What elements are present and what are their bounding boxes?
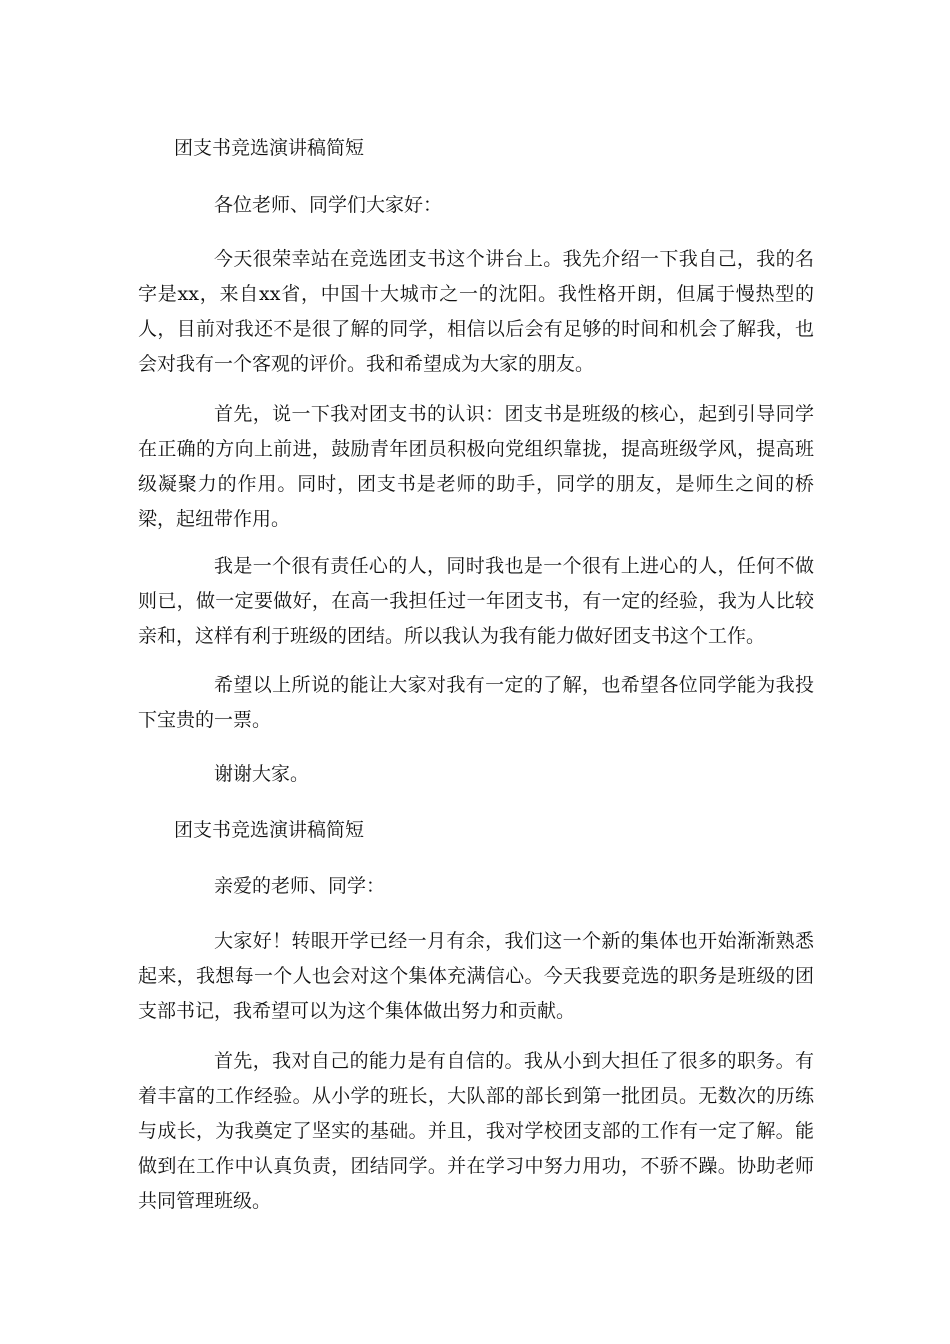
section2-greeting: 亲爱的老师、同学： [214, 875, 386, 897]
section1-greeting: 各位老师、同学们大家好： [214, 194, 443, 216]
section2-title: 团支书竞选演讲稿简短 [174, 819, 365, 841]
section1-paragraph-1: 今天很荣幸站在竞选团支书这个讲台上。我先介绍一下我自己，我的名字是xx，来自xx省，中国十大城市之一的沈阳。我性格开朗，但属于慢热型的人，目前对我还不是很了解的同学，相信以后会有足够的时间和机会了解我，也会对我有一个客观的评价。我和希望成为大家的朋友。 [138, 248, 814, 375]
section1-paragraph-3: 我是一个很有责任心的人，同时我也是一个很有上进心的人，任何不做则已，做一定要做好，在高一我担任过一年团支书，有一定的经验，我为人比较亲和，这样有利于班级的团结。所以我认为我有能力做好团支书这个工作。 [138, 555, 814, 647]
section2-paragraph-1: 大家好！转眼开学已经一月有余，我们这一个新的集体也开始渐渐熟悉起来，我想每一个人也会对这个集体充满信心。今天我要竞选的职务是班级的团支部书记，我希望可以为这个集体做出努力和贡献。 [138, 930, 814, 1022]
section1-closing: 谢谢大家。 [214, 763, 310, 785]
section1-paragraph-4: 希望以上所说的能让大家对我有一定的了解，也希望各位同学能为我投下宝贵的一票。 [138, 674, 814, 731]
section1-paragraph-2: 首先，说一下我对团支书的认识：团支书是班级的核心，起到引导同学在正确的方向上前进，鼓励青年团员积极向党组织靠拢，提高班级学风，提高班级凝聚力的作用。同时，团支书是老师的助手，同学的朋友，是师生之间的桥梁，起纽带作用。 [138, 403, 814, 530]
section2-paragraph-2: 首先，我对自己的能力是有自信的。我从小到大担任了很多的职务。有着丰富的工作经验。从小学的班长，大队部的部长到第一批团员。无数次的历练与成长，为我奠定了坚实的基础。并且，我对学校团支部的工作有一定了解。能做到在工作中认真负责，团结同学。并在学习中努力用功，不骄不躁。协助老师共同管理班级。 [138, 1050, 814, 1212]
section1-title: 团支书竞选演讲稿简短 [174, 137, 365, 159]
